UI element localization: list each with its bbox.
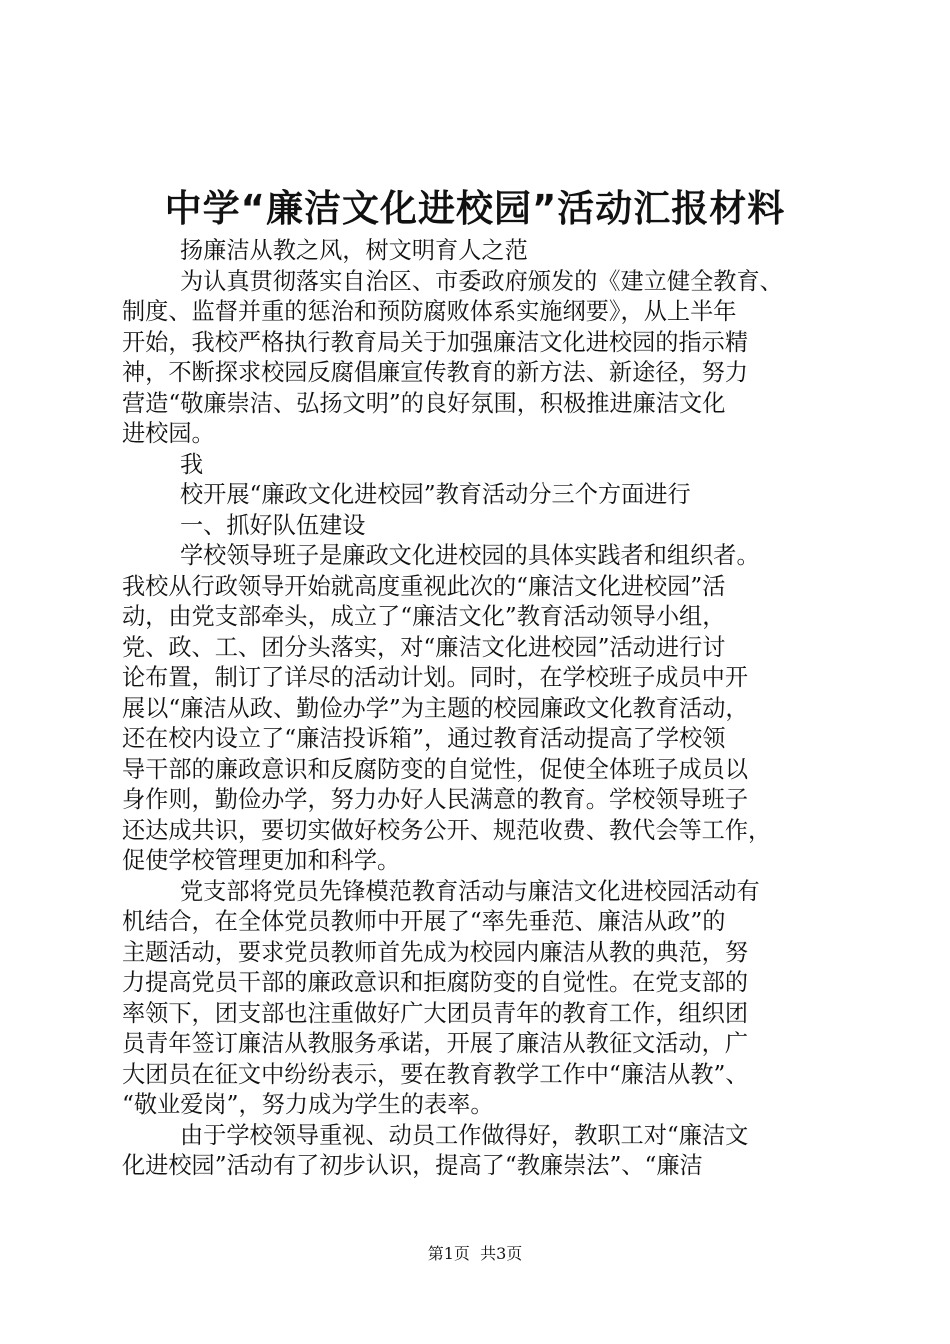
text-line: 校开展“廉政文化进校园”教育活动分三个方面进行	[180, 481, 691, 508]
text-line: 营造“敬廉崇洁、弘扬文明”的良好氛围，积极推进廉洁文化	[122, 389, 726, 417]
text-line: 我	[180, 450, 204, 478]
document-title: 中学“廉洁文化进校园”活动汇报材料	[164, 187, 786, 230]
text-line: “敬业爱岗”，努力成为学生的表率。	[122, 1091, 494, 1118]
text-line: 论布置，制订了详尽的活动计划。同时，在学校班子成员中开	[122, 664, 749, 691]
text-line: 开始，我校严格执行教育局关于加强廉洁文化进校园的指示精	[122, 328, 749, 356]
text-line: 率领下，团支部也注重做好广大团员青年的教育工作，组织团	[122, 999, 749, 1027]
text-line: 党支部将党员先锋模范教育活动与廉洁文化进校园活动有	[180, 877, 760, 905]
text-line: 员青年签订廉洁从教服务承诺，开展了廉洁从教征文活动，广	[122, 1030, 749, 1057]
text-line: 学校领导班子是廉政文化进校园的具体实践者和组织者。	[180, 542, 760, 569]
text-line: 身作则，勤俭办学，努力办好人民满意的教育。学校领导班子	[122, 786, 749, 813]
text-line: 动，由党支部牵头，成立了“廉洁文化”教育活动领导小组，	[122, 603, 726, 630]
text-line: 促使学校管理更加和科学。	[122, 847, 401, 874]
text-line: 制度、监督并重的惩治和预防腐败体系实施纲要》，从上半年	[122, 298, 737, 325]
text-line: 还在校内设立了“廉洁投诉箱”，通过教育活动提高了学校领	[122, 725, 726, 752]
text-line: 进校园。	[122, 420, 215, 447]
text-line: 导干部的廉政意识和反腐防变的自觉性，促使全体班子成员以	[122, 755, 749, 783]
text-line: 扬廉洁从教之风，树文明育人之范	[180, 237, 528, 264]
text-line: 力提高党员干部的廉政意识和拒腐防变的自觉性。在党支部的	[122, 969, 749, 996]
text-line: 神，不断探求校园反腐倡廉宣传教育的新方法、新途径，努力	[122, 359, 749, 386]
text-line: 大团员在征文中纷纷表示，要在教育教学工作中“廉洁从教”、	[122, 1060, 749, 1088]
text-line: 还达成共识，要切实做好校务公开、规范收费、教代会等工作，	[122, 816, 772, 844]
text-line: 机结合，在全体党员教师中开展了“率先垂范、廉洁从政”的	[122, 908, 726, 935]
text-line: 由于学校领导重视、动员工作做得好，教职工对“廉洁文	[180, 1121, 749, 1149]
text-line: 主题活动，要求党员教师首先成为校园内廉洁从教的典范，努	[122, 938, 749, 966]
document-body	[122, 236, 834, 1182]
text-line: 展以“廉洁从政、勤俭办学”为主题的校园廉政文化教育活动，	[122, 694, 749, 722]
page-footer: 第1页 共3页	[427, 1244, 523, 1263]
text-line: 党、政、工、团分头落实，对“廉洁文化进校园”活动进行讨	[122, 633, 726, 661]
text-line: 为认真贯彻落实自治区、市委政府颁发的《建立健全教育、	[180, 267, 783, 295]
text-line: 我校从行政领导开始就高度重视此次的“廉洁文化进校园”活	[122, 572, 726, 600]
text-line: 化进校园”活动有了初步认识，提高了“教廉崇法”、“廉洁	[122, 1152, 703, 1179]
text-line: 一、抓好队伍建设	[180, 511, 366, 539]
